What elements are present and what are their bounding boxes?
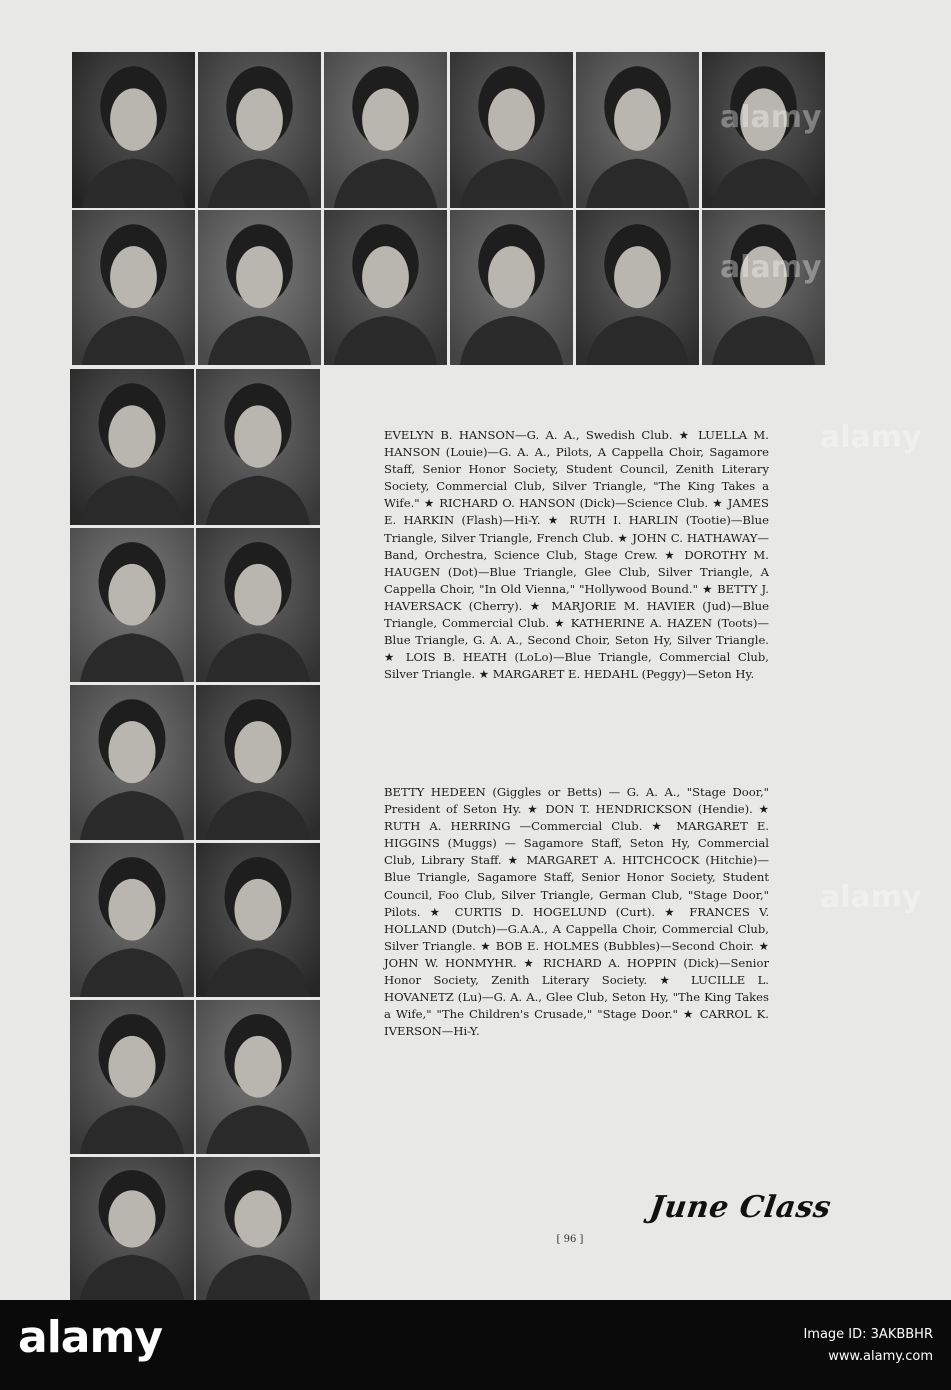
student-portrait-photo: [324, 210, 447, 365]
student-portrait-photo: [324, 52, 447, 208]
student-portrait-photo: [70, 369, 194, 525]
student-portrait-photo: [196, 369, 320, 525]
student-portrait-photo: [450, 210, 573, 365]
student-portrait-photo: [198, 210, 321, 365]
page-number: [ 96 ]: [556, 1234, 584, 1245]
student-portrait-photo: [576, 52, 699, 208]
student-portrait-photo: [72, 210, 195, 365]
student-portrait-photo: [702, 210, 825, 365]
watermark-text: alamy: [820, 420, 922, 455]
student-portrait-photo: [70, 1000, 194, 1154]
student-portrait-photo: [70, 685, 194, 840]
site-url-link[interactable]: www.alamy.com: [828, 1349, 933, 1364]
student-portrait-photo: [576, 210, 699, 365]
student-portrait-photo: [196, 528, 320, 682]
senior-bios-paragraph-2: BETTY HEDEEN (Giggles or Betts) — G. A. A., "Stage Door," President of Seton Hy. ★ DON T. HENDRICKSON (Hendie). ★ RUTH A. HERRING —Commercial Club. ★ MARGARET E. HIGGINS (Muggs) — Sagamore Staff, Seton Hy, Commercial Club, Library Staff. ★ MARGARET A. HITCHCOCK (Hitchie)—Blue Triangle, Sagamore Staff, Senior Honor Society, Student Council, Foo Club, Silver Triangle, German Club, "Stage Door," Pilots. ★ CURTIS D. HOGELUND (Curt). ★ FRANCES V. HOLLAND (Dutch)—G.A.A., A Cappella Choir, Commercial Club, Silver Triangle. ★ BOB E. HOLMES (Bubbles)—Second Choir. ★ JOHN W. HONMYHR. ★ RICHARD A. HOPPIN (Dick)—Senior Honor Society, Zenith Literary Society. ★ LUCILLE L. HOVANETZ (Lu)—G. A. A., Glee Club, Seton Hy, "The King Takes a Wife," "The Children's Crusade," "Stage Door." ★ CARROL K. IVERSON—Hi-Y.: [384, 785, 769, 1039]
student-portrait-photo: [72, 52, 195, 208]
student-portrait-photo: [450, 52, 573, 208]
student-portrait-photo: [196, 843, 320, 997]
watermark-text: alamy: [720, 250, 822, 285]
alamy-logo[interactable]: alamy: [18, 1312, 162, 1363]
image-id-text: Image ID: 3AKBBHR: [803, 1327, 933, 1342]
section-title: June Class: [647, 1190, 834, 1225]
watermark-text: alamy: [820, 880, 922, 915]
image-meta: [803, 1324, 933, 1368]
student-portrait-photo: [196, 685, 320, 840]
student-portrait-photo: [198, 52, 321, 208]
student-portrait-photo: [70, 1157, 194, 1300]
student-portrait-photo: [70, 528, 194, 682]
student-portrait-photo: [196, 1157, 320, 1300]
stock-footer-bar: [0, 1300, 951, 1390]
senior-bios-paragraph-1: EVELYN B. HANSON—G. A. A., Swedish Club. ★ LUELLA M. HANSON (Louie)—G. A. A., Pilots, A Cappella Choir, Sagamore Staff, Senior Honor Society, Student Council, Zenith Literary Society, Commercial Club, Silver Triangle, "The King Takes a Wife." ★ RICHARD O. HANSON (Dick)—Science Club. ★ JAMES E. HARKIN (Flash)—Hi-Y. ★ RUTH I. HARLIN (Tootie)—Blue Triangle, Silver Triangle, French Club. ★ JOHN C. HATHAWAY—Band, Orchestra, Science Club, Stage Crew. ★ DOROTHY M. HAUGEN (Dot)—Blue Triangle, Glee Club, Silver Triangle, A Cappella Choir, "In Old Vienna," "Hollywood Bound." ★ BETTY J. HAVERSACK (Cherry). ★ MARJORIE M. HAVIER (Jud)—Blue Triangle, Commercial Club. ★ KATHERINE A. HAZEN (Toots)—Blue Triangle, G. A. A., Second Choir, Seton Hy, Silver Triangle. ★ LOIS B. HEATH (LoLo)—Blue Triangle, Commercial Club, Silver Triangle. ★ MARGARET E. HEDAHL (Peggy)—Seton Hy.: [384, 428, 769, 682]
student-portrait-photo: [196, 1000, 320, 1154]
student-portrait-photo: [70, 843, 194, 997]
watermark-text: alamy: [720, 100, 822, 135]
